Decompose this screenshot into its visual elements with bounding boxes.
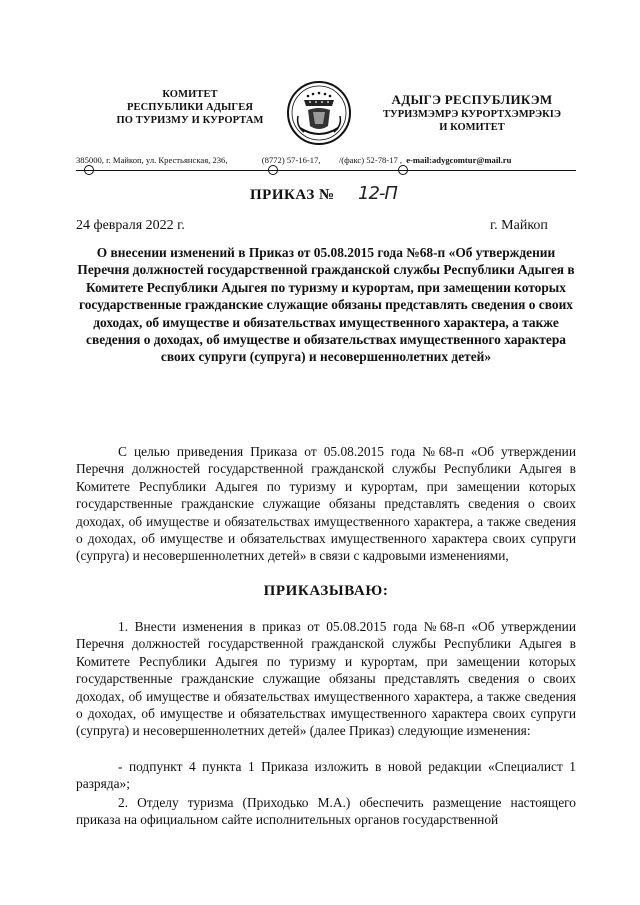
coat-of-arms-icon bbox=[286, 80, 352, 146]
committee-line: ТУРИЗМЭМРЭ КУРОРТХЭМРЭКІЭ bbox=[383, 109, 561, 120]
committee-name-adyghe bbox=[362, 92, 582, 134]
preamble-paragraph: С целью приведения Приказа от 05.08.2015 года №68-п «Об утверждении Перечня должностей государственной гражданской службы Республики Адыгея в Комитете Республики Адыгея по туризму и курортам, при замещении которых государственные гражданские служащие обязаны представлять сведения о своих доходах, об имуществе и обязательствах имущественного характера, а также сведения о доходах, об имуществе и обязательствах имущественного характера своих супруги (супруга) и несовершеннолетних детей» в связи с кадровыми изменениями, bbox=[76, 444, 576, 564]
fax: /(факс) 52-78-17 , bbox=[338, 155, 403, 165]
order-heading: ПРИКАЗЫВАЮ: bbox=[263, 583, 389, 599]
committee-line: И КОМИТЕТ bbox=[439, 122, 505, 133]
item-2-paragraph: 2. Отделу туризма (Приходько М.А.) обеспечить размещение настоящего приказа на официальном сайте исполнительных органов государственной bbox=[76, 795, 576, 828]
phone: (8772) 57-16-17, bbox=[261, 155, 321, 165]
committee-line: КОМИТЕТ bbox=[162, 89, 218, 100]
address: 385000, г. Майкоп, ул. Крестьянская, 236, bbox=[76, 155, 228, 165]
order-number-handwritten: 12-П bbox=[358, 183, 397, 204]
header-divider bbox=[76, 170, 576, 171]
order-subject: О внесении изменений в Приказ от 05.08.2015 года №68-п «Об утверждении Перечня должностей государственной гражданской службы Республики Адыгея в Комитете Республики Адыгея по туризму и курортам, при замещении которых государственные гражданские служащие обязаны представлять сведения о своих доходах, об имуществе и обязательствах имущественного характера, а также сведения о доходах, об имуществе и обязательствах имущественного характера своих супруги (супруга) и несовершеннолетних детей» bbox=[77, 245, 575, 365]
committee-line: РЕСПУБЛИКИ АДЫГЕЯ bbox=[126, 102, 254, 113]
order-title: ПРИКАЗ № bbox=[250, 187, 335, 203]
email: e-mail:adygcomtur@mail.ru bbox=[406, 155, 512, 165]
republic-title: АДЫГЭ РЕСПУБЛИКЭМ bbox=[391, 92, 553, 107]
committee-line: ПО ТУРИЗМУ И КУРОРТАМ bbox=[116, 115, 264, 126]
committee-name-russian bbox=[92, 88, 288, 127]
order-city: г. Майкоп bbox=[490, 218, 548, 233]
contact-line bbox=[76, 155, 576, 166]
order-date: 24 февраля 2022 г. bbox=[76, 218, 185, 233]
item-1-subparagraph: - подпункт 4 пункта 1 Приказа изложить в новой редакции «Специалист 1 разряда»; bbox=[76, 759, 576, 792]
item-1-paragraph: 1. Внести изменения в приказ от 05.08.2015 года №68-п «Об утверждении Перечня должностей государственной гражданской службы Республики Адыгея в Комитете Республики Адыгея по туризму и курортам, при замещении которых государственные гражданские служащие обязаны представлять сведения о своих доходах, об имуществе и обязательствах имущественного характера, а также сведения о доходах, об имуществе и обязательствах имущественного характера своих супруги (супруга) и несовершеннолетних детей» (далее Приказ) следующие изменения: bbox=[76, 619, 576, 739]
